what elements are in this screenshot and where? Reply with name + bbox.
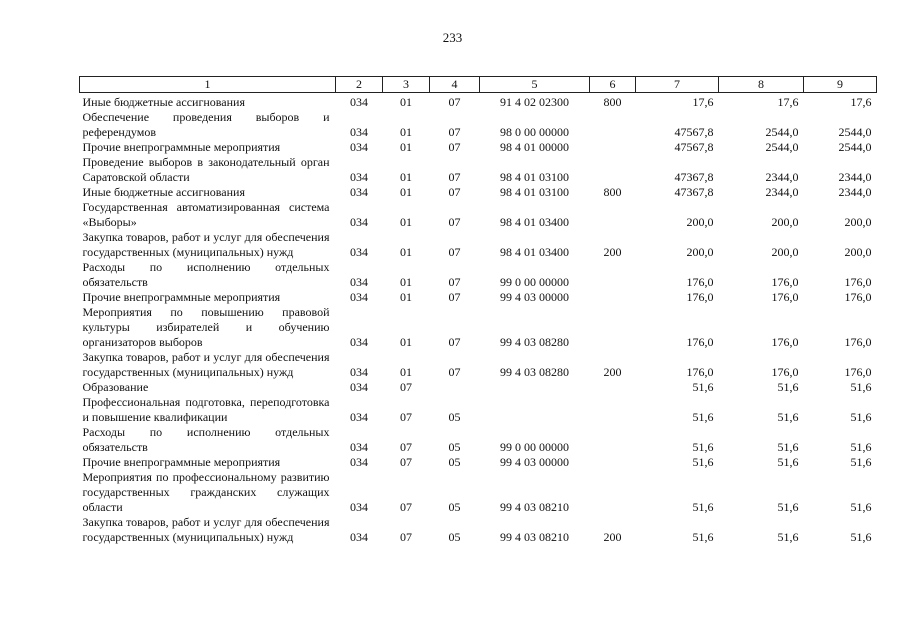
expense-name-cell: Государственная автоматизированная система «Выборы» — [82, 200, 330, 229]
table-row — [80, 110, 877, 140]
section-code-cell: 01 — [400, 170, 412, 184]
target-article-cell: 99 4 03 08280 — [500, 335, 569, 349]
ministry-code-cell: 034 — [350, 335, 368, 349]
amount-col8-cell: 51,6 — [777, 530, 799, 544]
amount-col9-cell: 51,6 — [850, 410, 872, 424]
expense-name-cell: Обеспечение проведения выборов и референдумов — [82, 110, 330, 139]
subsection-code-cell: 07 — [448, 170, 461, 184]
subsection-code-cell: 07 — [448, 95, 461, 109]
expense-type-cell — [590, 110, 636, 140]
header-row — [80, 77, 877, 93]
expense-type-cell: 200 — [603, 365, 622, 379]
expense-type-cell — [590, 425, 636, 455]
target-article-cell — [480, 380, 590, 395]
table-row — [80, 200, 877, 230]
expense-type-cell — [590, 395, 636, 425]
ministry-code-cell: 034 — [350, 500, 368, 514]
amount-col8-cell: 2544,0 — [765, 140, 799, 154]
amount-col9-cell: 2544,0 — [838, 140, 872, 154]
target-article-cell: 98 4 01 00000 — [500, 140, 569, 154]
ministry-code-cell: 034 — [350, 440, 368, 454]
expense-type-cell — [590, 290, 636, 305]
ministry-code-cell: 034 — [350, 245, 368, 259]
amount-col9-cell: 2344,0 — [838, 185, 872, 199]
target-article-cell: 91 4 02 02300 — [500, 95, 569, 109]
section-code-cell: 01 — [400, 245, 412, 259]
section-code-cell: 01 — [400, 290, 412, 304]
expense-type-cell: 200 — [603, 530, 622, 544]
subsection-code-cell: 07 — [448, 290, 461, 304]
table-row — [80, 425, 877, 455]
amount-col7-cell: 47367,8 — [674, 170, 714, 184]
subsection-code-cell: 07 — [448, 140, 461, 154]
table-row — [80, 93, 877, 111]
expense-type-cell — [590, 380, 636, 395]
section-code-cell: 01 — [400, 95, 412, 109]
expense-name-cell: Расходы по исполнению отдельных обязательств — [82, 260, 330, 289]
amount-col8-cell: 51,6 — [777, 410, 799, 424]
expense-type-cell — [590, 200, 636, 230]
amount-col8-cell: 200,0 — [771, 215, 799, 229]
amount-col8-cell: 176,0 — [771, 335, 799, 349]
target-article-cell: 99 0 00 00000 — [500, 440, 569, 454]
table-row — [80, 350, 877, 380]
expense-type-cell — [590, 470, 636, 515]
amount-col8-cell: 2344,0 — [765, 170, 799, 184]
amount-col7-cell: 47367,8 — [674, 185, 714, 199]
subsection-code-cell: 07 — [448, 275, 461, 289]
ministry-code-cell: 034 — [350, 275, 368, 289]
subsection-code-cell: 07 — [448, 185, 461, 199]
subsection-code-cell: 07 — [448, 125, 461, 139]
header-cell-6: 6 — [590, 77, 636, 93]
amount-col7-cell: 17,6 — [692, 95, 714, 109]
amount-col7-cell: 176,0 — [686, 335, 714, 349]
ministry-code-cell: 034 — [350, 380, 368, 394]
amount-col7-cell: 176,0 — [686, 365, 714, 379]
amount-col8-cell: 176,0 — [771, 290, 799, 304]
amount-col7-cell: 47567,8 — [674, 140, 714, 154]
amount-col9-cell: 51,6 — [850, 455, 872, 469]
amount-col7-cell: 51,6 — [692, 530, 714, 544]
amount-col8-cell: 51,6 — [777, 380, 799, 394]
amount-col9-cell: 51,6 — [850, 440, 872, 454]
amount-col7-cell: 200,0 — [686, 245, 714, 259]
expense-type-cell — [590, 305, 636, 350]
section-code-cell: 01 — [400, 275, 412, 289]
ministry-code-cell: 034 — [350, 215, 368, 229]
table-row — [80, 470, 877, 515]
expense-name-cell: Проведение выборов в законодательный орган Саратовской области — [82, 155, 330, 184]
target-article-cell: 99 0 00 00000 — [500, 275, 569, 289]
expense-name-cell: Расходы по исполнению отдельных обязательств — [82, 425, 330, 454]
table-row — [80, 260, 877, 290]
section-code-cell: 01 — [400, 140, 412, 154]
ministry-code-cell: 034 — [350, 185, 368, 199]
header-cell-7: 7 — [636, 77, 719, 93]
section-code-cell: 01 — [400, 125, 412, 139]
expense-name-cell: Образование — [82, 380, 149, 394]
subsection-code-cell: 05 — [448, 455, 461, 469]
amount-col9-cell: 51,6 — [850, 530, 872, 544]
subsection-code-cell: 07 — [448, 245, 461, 259]
page-number: 233 — [442, 30, 463, 45]
expense-type-cell — [590, 260, 636, 290]
ministry-code-cell: 034 — [350, 125, 368, 139]
expense-type-cell — [590, 455, 636, 470]
header-cell-1: 1 — [80, 77, 336, 93]
header-cell-8: 8 — [719, 77, 804, 93]
ministry-code-cell: 034 — [350, 140, 368, 154]
target-article-cell: 98 0 00 00000 — [500, 125, 569, 139]
amount-col8-cell: 200,0 — [771, 245, 799, 259]
amount-col9-cell: 176,0 — [844, 290, 872, 304]
table-body — [80, 93, 877, 546]
section-code-cell: 07 — [400, 440, 412, 454]
header-cell-5: 5 — [480, 77, 590, 93]
amount-col9-cell: 200,0 — [844, 245, 872, 259]
amount-col9-cell: 176,0 — [844, 335, 872, 349]
expense-type-cell — [590, 140, 636, 155]
target-article-cell: 99 4 03 08210 — [500, 530, 569, 544]
expense-name-cell: Прочие внепрограммные мероприятия — [82, 290, 281, 304]
expense-name-cell: Закупка товаров, работ и услуг для обеспечения государственных (муниципальных) нужд — [82, 350, 330, 379]
amount-col7-cell: 200,0 — [686, 215, 714, 229]
amount-col9-cell: 51,6 — [850, 380, 872, 394]
expense-name-cell: Прочие внепрограммные мероприятия — [82, 455, 281, 469]
amount-col9-cell: 176,0 — [844, 365, 872, 379]
amount-col8-cell: 51,6 — [777, 500, 799, 514]
ministry-code-cell: 034 — [350, 95, 368, 109]
target-article-cell: 98 4 01 03100 — [500, 170, 569, 184]
amount-col7-cell: 51,6 — [692, 440, 714, 454]
section-code-cell: 07 — [400, 455, 412, 469]
subsection-code-cell: 05 — [448, 500, 461, 514]
target-article-cell: 99 4 03 08280 — [500, 365, 569, 379]
expense-type-cell: 800 — [603, 95, 622, 109]
table-row — [80, 185, 877, 200]
amount-col8-cell: 2344,0 — [765, 185, 799, 199]
section-code-cell: 01 — [400, 215, 412, 229]
table-row — [80, 395, 877, 425]
amount-col9-cell: 17,6 — [850, 95, 872, 109]
target-article-cell: 99 4 03 00000 — [500, 455, 569, 469]
section-code-cell: 07 — [400, 500, 412, 514]
amount-col8-cell: 51,6 — [777, 455, 799, 469]
header-cell-9: 9 — [804, 77, 877, 93]
amount-col9-cell: 2344,0 — [838, 170, 872, 184]
amount-col9-cell: 200,0 — [844, 215, 872, 229]
ministry-code-cell: 034 — [350, 530, 368, 544]
amount-col7-cell: 51,6 — [692, 455, 714, 469]
amount-col8-cell: 176,0 — [771, 365, 799, 379]
table-row — [80, 515, 877, 545]
expense-type-cell: 800 — [603, 185, 622, 199]
amount-col7-cell: 176,0 — [686, 290, 714, 304]
section-code-cell: 07 — [400, 530, 412, 544]
table-row — [80, 230, 877, 260]
expense-type-cell: 200 — [603, 245, 622, 259]
amount-col9-cell: 51,6 — [850, 500, 872, 514]
expense-name-cell: Иные бюджетные ассигнования — [82, 95, 245, 109]
expense-name-cell: Прочие внепрограммные мероприятия — [82, 140, 281, 154]
amount-col8-cell: 2544,0 — [765, 125, 799, 139]
subsection-code-cell: 05 — [448, 440, 461, 454]
ministry-code-cell: 034 — [350, 365, 368, 379]
target-article-cell — [480, 395, 590, 425]
table-row — [80, 380, 877, 395]
target-article-cell: 98 4 01 03400 — [500, 215, 569, 229]
ministry-code-cell: 034 — [350, 455, 368, 469]
amount-col9-cell: 2544,0 — [838, 125, 872, 139]
header-cell-2: 2 — [336, 77, 383, 93]
budget-table — [79, 76, 877, 545]
expense-name-cell: Профессиональная подготовка, переподготовка и повышение квалификации — [82, 395, 330, 424]
amount-col7-cell: 176,0 — [686, 275, 714, 289]
section-code-cell: 01 — [400, 365, 412, 379]
expense-type-cell — [590, 155, 636, 185]
section-code-cell: 07 — [400, 410, 412, 424]
expense-name-cell: Закупка товаров, работ и услуг для обеспечения государственных (муниципальных) нужд — [82, 230, 330, 259]
table-row — [80, 140, 877, 155]
amount-col9-cell: 176,0 — [844, 275, 872, 289]
target-article-cell: 98 4 01 03100 — [500, 185, 569, 199]
amount-col7-cell: 47567,8 — [674, 125, 714, 139]
section-code-cell: 01 — [400, 185, 412, 199]
target-article-cell: 98 4 01 03400 — [500, 245, 569, 259]
amount-col8-cell: 51,6 — [777, 440, 799, 454]
amount-col7-cell: 51,6 — [692, 410, 714, 424]
subsection-code-cell: 05 — [448, 530, 461, 544]
table-row — [80, 155, 877, 185]
amount-col7-cell: 51,6 — [692, 380, 714, 394]
expense-name-cell: Иные бюджетные ассигнования — [82, 185, 245, 199]
header-cell-4: 4 — [430, 77, 480, 93]
header-cell-3: 3 — [383, 77, 430, 93]
expense-name-cell: Закупка товаров, работ и услуг для обеспечения государственных (муниципальных) нужд — [82, 515, 330, 544]
section-code-cell: 01 — [400, 335, 412, 349]
expense-name-cell: Мероприятия по повышению правовой культуры избирателей и обучению организаторов выборов — [82, 305, 330, 349]
subsection-code-cell: 05 — [448, 410, 461, 424]
table-row — [80, 305, 877, 350]
target-article-cell: 99 4 03 00000 — [500, 290, 569, 304]
amount-col7-cell: 51,6 — [692, 500, 714, 514]
expense-name-cell: Мероприятия по профессиональному развитию государственных гражданских служащих области — [82, 470, 330, 514]
table-row — [80, 290, 877, 305]
ministry-code-cell: 034 — [350, 410, 368, 424]
ministry-code-cell: 034 — [350, 170, 368, 184]
subsection-code-cell: 07 — [448, 335, 461, 349]
subsection-code-cell: 07 — [448, 215, 461, 229]
table-row — [80, 455, 877, 470]
target-article-cell: 99 4 03 08210 — [500, 500, 569, 514]
section-code-cell: 07 — [400, 380, 412, 394]
ministry-code-cell: 034 — [350, 290, 368, 304]
amount-col8-cell: 17,6 — [777, 95, 799, 109]
amount-col8-cell: 176,0 — [771, 275, 799, 289]
subsection-code-cell — [430, 380, 480, 395]
subsection-code-cell: 07 — [448, 365, 461, 379]
